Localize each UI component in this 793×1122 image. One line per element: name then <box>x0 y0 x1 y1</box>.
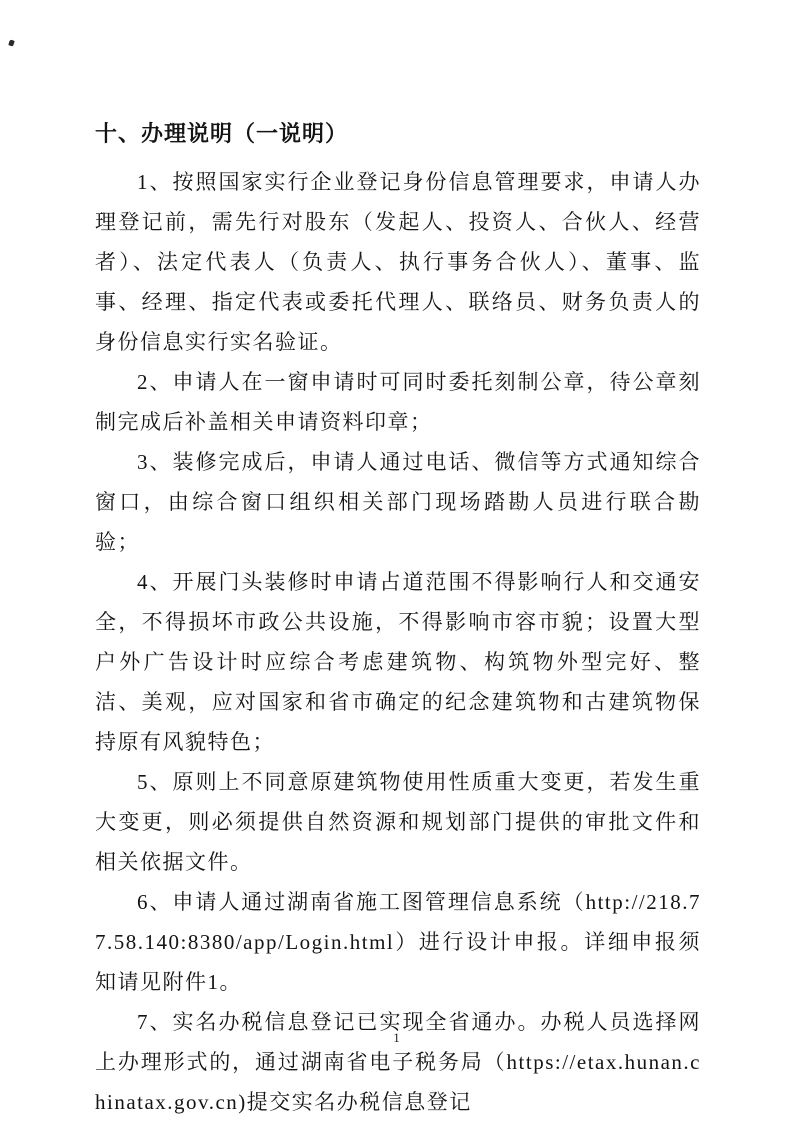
paragraph-4: 4、开展门头装修时申请占道范围不得影响行人和交通安全，不得损坏市政公共设施，不得影响市容市貌；设置大型户外广告设计时应综合考虑建筑物、构筑物外型完好、整洁、美观，应对国家和省市确定的纪念建筑物和古建筑物保持原有风貌特色； <box>95 570 701 754</box>
paragraph-1: 1、按照国家实行企业登记身份信息管理要求，申请人办理登记前，需先行对股东（发起人、投资人、合伙人、经营者）、法定代表人（负责人、执行事务合伙人）、董事、监事、经理、指定代表或委托代理人、联络员、财务负责人的身份信息实行实名验证。 <box>95 170 701 354</box>
page-number: 1 <box>393 1030 400 1045</box>
paragraph-3: 3、装修完成后，申请人通过电话、微信等方式通知综合窗口，由综合窗口组织相关部门现场踏勘人员进行联合勘验； <box>95 450 701 554</box>
paragraph-6: 6、申请人通过湖南省施工图管理信息系统（http://218.77.58.140:8380/app/Login.html）进行设计申报。详细申报须知请见附件1。 <box>95 890 701 994</box>
scan-speck-artifact <box>8 39 15 46</box>
paragraph-7: 7、实名办税信息登记已实现全省通办。办税人员选择网上办理形式的，通过湖南省电子税务局（https://etax.hunan.chinatax.gov.cn)提交实名办税信息登记 <box>95 1010 701 1114</box>
section-heading: 十、办理说明（一说明） <box>95 121 349 146</box>
paragraph-5: 5、原则上不同意原建筑物使用性质重大变更，若发生重大变更，则必须提供自然资源和规划部门提供的审批文件和相关依据文件。 <box>95 770 701 874</box>
paragraph-2: 2、申请人在一窗申请时可同时委托刻制公章，待公章刻制完成后补盖相关申请资料印章； <box>95 370 701 434</box>
